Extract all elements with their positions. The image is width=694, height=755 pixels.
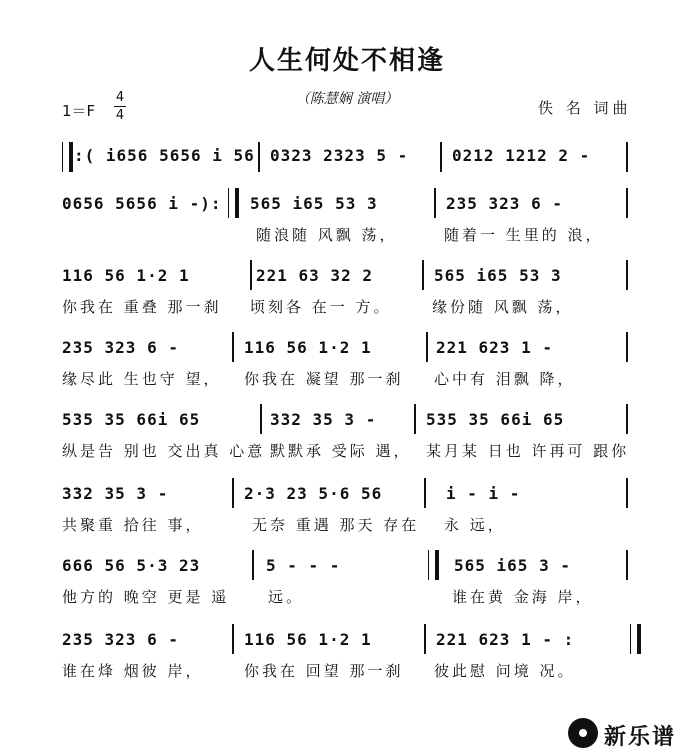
repeat-end-barline (228, 188, 239, 218)
measure-notes: 565 i65 53 3 (250, 194, 378, 213)
measure-notes: 221 623 1 - (436, 338, 553, 357)
lyric-line: 谁在黄 金海 岸， (452, 588, 594, 606)
composer-credit: 佚 名 词曲 (538, 99, 632, 117)
barline (250, 260, 252, 290)
measure-notes: 535 35 66i 65 (426, 410, 565, 429)
lyric-line: 他方的 晚空 更是 遥 (62, 588, 230, 606)
time-signature-top: 4 (115, 90, 125, 105)
measure-notes: :( i656 5656 i 56 (74, 146, 255, 165)
lyric-line: 某月某 日也 许再可 跟你 (426, 442, 630, 460)
measure-notes: 565 i65 53 3 (434, 266, 562, 285)
measure-notes: 116 56 1·2 1 (244, 338, 372, 357)
barline (626, 478, 628, 508)
barline (260, 404, 262, 434)
singer-credit: （陈慧娴 演唱） (295, 91, 399, 107)
measure-notes: 221 63 32 2 (256, 266, 373, 285)
measure-notes: 535 35 66i 65 (62, 410, 201, 429)
barline (626, 550, 628, 580)
barline (232, 624, 234, 654)
barline (424, 624, 426, 654)
lyric-line: 彼此慰 问境 况。 (434, 662, 576, 680)
measure-notes: 116 56 1·2 1 (62, 266, 190, 285)
barline (434, 188, 436, 218)
lyric-line: 你我在 凝望 那一刹 (244, 370, 404, 388)
lyric-line: 随浪随 风飘 荡， (256, 226, 398, 244)
barline (440, 142, 442, 172)
song-title: 人生何处不相逢 (248, 46, 445, 76)
barline (232, 332, 234, 362)
end-repeat-barline (630, 624, 641, 654)
lyric-line: 你我在 重叠 那一刹 (62, 298, 222, 316)
barline (626, 332, 628, 362)
measure-notes: 116 56 1·2 1 (244, 630, 372, 649)
lyric-line: 缘尽此 生也守 望， (62, 370, 222, 388)
lyric-line: 缘份随 风飘 荡， (432, 298, 574, 316)
barline (422, 260, 424, 290)
measure-notes: 5 - - - (266, 556, 341, 575)
start-double-barline (62, 142, 73, 172)
measure-notes: 332 35 3 - (270, 410, 377, 429)
measure-notes: 332 35 3 - (62, 484, 169, 503)
lyric-line: 纵是告 别也 交出真 心意 (62, 442, 266, 460)
barline (414, 404, 416, 434)
barline (626, 404, 628, 434)
measure-notes: 221 623 1 - : (436, 630, 575, 649)
measure-notes: 0212 1212 2 - (452, 146, 591, 165)
measure-notes: i - i - (446, 484, 521, 503)
lyric-line: 远。 (268, 588, 305, 606)
lyric-line: 默默承 受际 遇， (270, 442, 412, 460)
lyric-line: 共聚重 拾往 事， (62, 516, 204, 534)
time-signature (114, 90, 126, 123)
lyric-line: 你我在 回望 那一刹 (244, 662, 404, 680)
barline (258, 142, 260, 172)
repeat-start-barline (428, 550, 439, 580)
barline (626, 188, 628, 218)
measure-notes: 235 323 6 - (62, 630, 179, 649)
record-disc-icon (568, 718, 598, 748)
time-signature-bottom: 4 (115, 108, 125, 123)
barline (252, 550, 254, 580)
measure-notes: 0323 2323 5 - (270, 146, 409, 165)
measure-notes: 666 56 5·3 23 (62, 556, 201, 575)
measure-notes: 565 i65 3 - (454, 556, 571, 575)
lyric-line: 无奈 重遇 那天 存在 (252, 516, 420, 534)
barline (426, 332, 428, 362)
lyric-line: 顷刻各 在一 方。 (250, 298, 392, 316)
measure-notes: 2·3 23 5·6 56 (244, 484, 383, 503)
barline (626, 142, 628, 172)
site-logo (568, 716, 682, 752)
measure-notes: 0656 5656 i -): (62, 194, 222, 213)
barline (626, 260, 628, 290)
measure-notes: 235 323 6 - (62, 338, 179, 357)
lyric-line: 永 远， (444, 516, 506, 534)
site-logo-text: 新乐谱 (604, 725, 677, 750)
key-signature: 1＝F (62, 102, 96, 120)
measure-notes: 235 323 6 - (446, 194, 563, 213)
barline (424, 478, 426, 508)
lyric-line: 谁在烽 烟彼 岸， (62, 662, 204, 680)
lyric-line: 随着一 生里的 浪， (444, 226, 604, 244)
lyric-line: 心中有 泪飘 降， (434, 370, 576, 388)
barline (232, 478, 234, 508)
